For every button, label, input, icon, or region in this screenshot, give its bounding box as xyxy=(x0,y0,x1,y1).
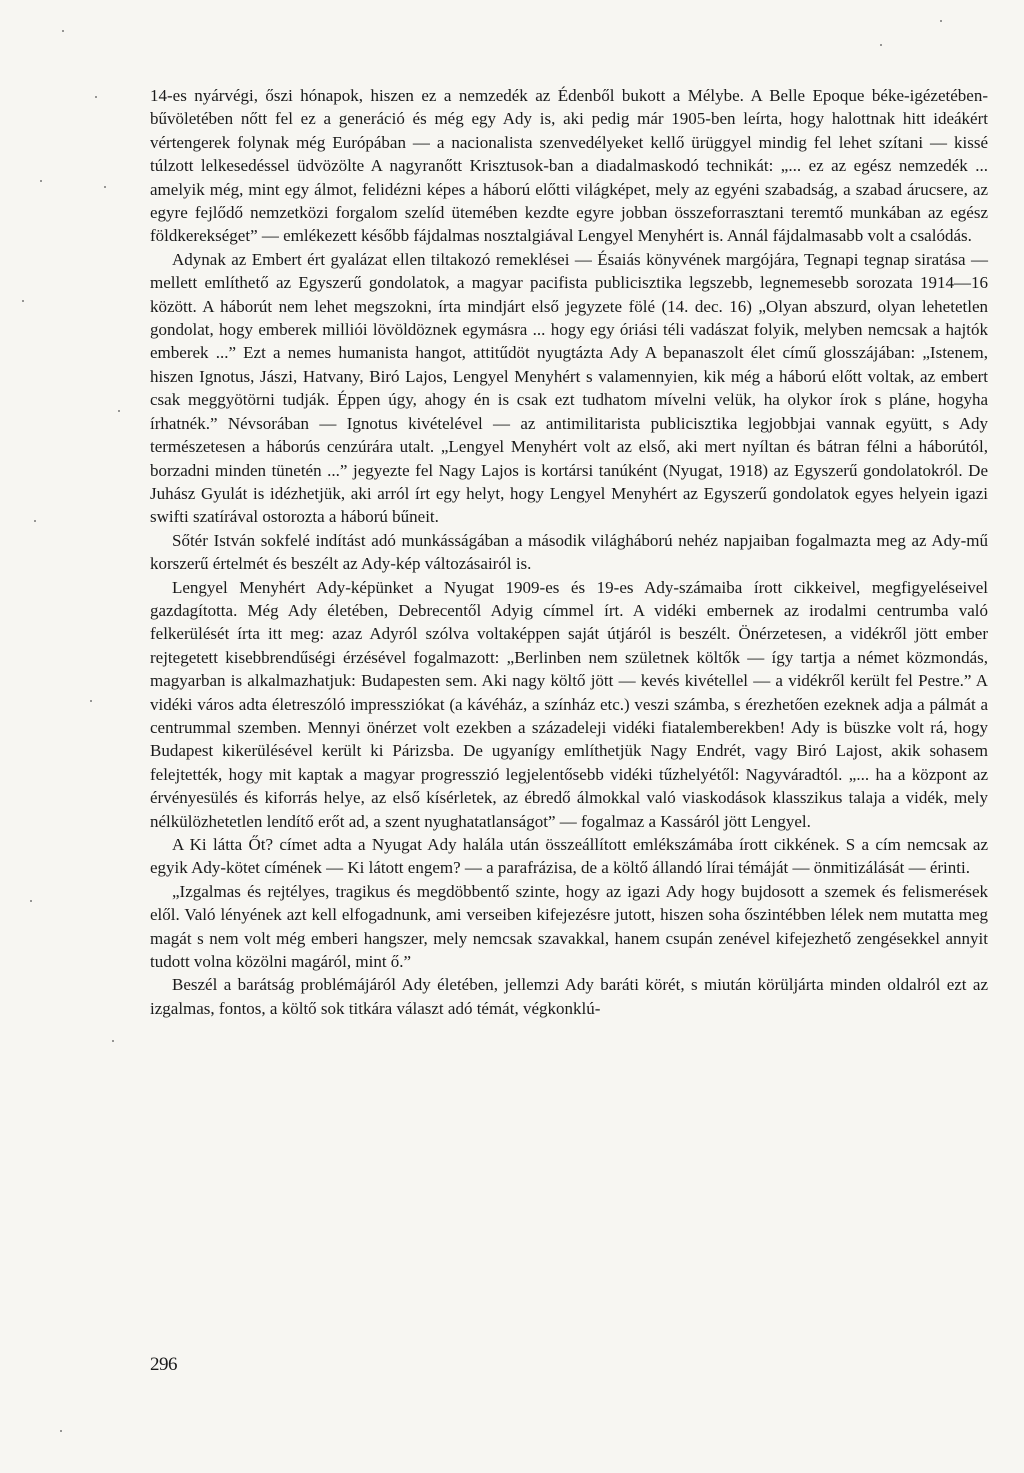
scan-speck xyxy=(60,1430,62,1432)
body-text xyxy=(150,84,988,1020)
paragraph-4: Lengyel Menyhért Ady-képünket a Nyugat 1909-es és 19-es Ady-számaiba írott cikkeivel, megfigyeléseivel gazdagította. Még Ady életében, Debrecentől Adyig címmel írt. A vidéki embernek az irodalmi centrumba való felkerülését írta itt meg: azaz Adyról szólva voltaképpen saját útjáról is beszélt. Önérzetesen, a vidékről jött ember rejtegetett kisebbrendűségi érzésével fogalmazott: „Berlinben nem születnek költők — így tartja a német közmondás, magyarban is alkalmazhatjuk: Budapesten sem. Aki nagy költő jött — kevés kivétellel — a vidékről került fel Pestre.” A vidéki város adta életreszóló impressziókat (a kávéház, a színház etc.) veszi számba, s érezhetően ezeknek adja a pálmát a centrummal szemben. Mennyi önérzet volt ezekben a századeleji vidéki fiatalemberekben! Ady is büszke volt rá, hogy Budapest kikerülésével került ki Párizsba. De ugyanígy említhetjük Nagy Endrét, vagy Biró Lajost, akik sohasem felejtették, hogy mit kaptak a magyar progresszió legjelentősebb vidéki tűzhelyétől: Nagyváradtól. „... ha a központ az érvényesülés és kiforrás helye, az első kísérletek, az ébredő álmokkal való viaskodások klasszikus talaja a vidék, mely nélkülözhetetlen lendítő erőt ad, a szent nyughatatlanságot” — fogalmaz a Kassáról jött Lengyel. xyxy=(150,577,988,831)
scan-speck xyxy=(940,20,942,22)
scan-speck xyxy=(90,700,92,702)
scan-speck xyxy=(104,186,106,188)
scan-speck xyxy=(30,900,32,902)
scan-speck xyxy=(880,44,882,46)
paragraph-6: „Izgalmas és rejtélyes, tragikus és megdöbbentő szinte, hogy az igazi Ady hogy bujdosott a szemek és felismerések elől. Való lényének azt kell elfogadnunk, ami verseiben kifejezésre jutott, hiszen soha őszintébben lélek nem mutatta meg magát s nem volt még emberi hangszer, mely nemcsak szavakkal, hanem csupán zenével kifejezhető zengésekkel annyit tudott volna közölni magáról, mint ő.” xyxy=(150,881,988,972)
paragraph-1: 14-es nyárvégi, őszi hónapok, hiszen ez a nemzedék az Édenből bukott a Mélybe. A Belle Epoque béke-igézetében-bűvöletében nőtt fel ez a generáció és még egy Ady is, aki pedig már 1905-ben leírta, hogy halottnak hitt ideákért vértengerek folynak még Európában — a nacionalista szenvedélyeket kellő ürüggyel mindig fel lehet szítani — kissé túlzott lelkesedéssel üdvözölte A nagyranőtt Krisztusok-ban a diadalmaskodó technikát: „... ez az egész nemzedék ... amelyik még, mint egy álmot, felidézni képes a háború előtti világképet, mely az egyéni szabadság, a szabad árucsere, az egyre fejlődő nemzetközi forgalom szelíd ütemében kezdte egyre jobban összeforrasztani teremtő munkában az egész földkerekséget” — emlékezett később fájdalmas nosztalgiával Lengyel Menyhért is. Annál fájdalmasabb volt a csalódás. xyxy=(150,86,988,246)
paragraph-2: Adynak az Embert ért gyalázat ellen tiltakozó remeklései — Ésaiás könyvének margójára, Tegnapi tegnap siratása — mellett említhető az Egyszerű gondolatok, a magyar pacifista publicisztika legszebb, legnemesebb sorozata 1914—16 között. A háborút nem lehet megszokni, írta mindjárt első jegyzete fölé (14. dec. 16) „Olyan abszurd, olyan lehetetlen gondolat, hogy emberek milliói lövöldöznek egymásra ... hogy egy óriási téli vadászat folyik, melyben nemcsak a hajtók emberek ...” Ezt a nemes humanista hangot, attitűdöt nyugtázta Ady A bepanaszolt élet című glosszájában: „Istenem, hiszen Ignotus, Jászi, Hatvany, Biró Lajos, Lengyel Menyhért s valamennyien, kik még a háború előtt voltak, az embert csak meggyötörni tudják. Éppen úgy, ahogy én is csak ezt tudhatom mívelni velük, ha olykor írok s pláne, hogyha írhatnék.” Névsorában — Ignotus kivételével — az antimilitarista publicisztika legjobbjai vannak együtt, s Ady természetesen a háborús cenzúrára utalt. „Lengyel Menyhért volt az első, aki mert nyíltan és bátran félni a háborútól, borzadni minden tünetén ...” jegyezte fel Nagy Lajos is kortársi tanúként (Nyugat, 1918) az Egyszerű gondolatokról. De Juhász Gyulát is idézhetjük, aki arról írt egy helyt, hogy Lengyel Menyhért az Egyszerű gondolatok egyes helyein igazi swifti szatírával ostorozta a háború bűneit. xyxy=(150,249,988,527)
paragraph-3: Sőtér István sokfelé indítást adó munkásságában a második világháború nehéz napjaiban fogalmazta meg az Ady-mű korszerű értelmét és beszélt az Ady-kép változásairól is. xyxy=(150,530,988,574)
scan-speck xyxy=(34,520,36,522)
scan-speck xyxy=(22,300,24,302)
paragraph-7: Beszél a barátság problémájáról Ady életében, jellemzi Ady baráti körét, s miután körüljárta minden oldalról ezt az izgalmas, fontos, a költő sok titkára választ adó témát, végkonklú- xyxy=(150,975,988,1018)
page-number: 296 xyxy=(150,1354,177,1375)
scan-speck xyxy=(112,1040,114,1042)
scan-speck xyxy=(118,410,120,412)
scan-speck xyxy=(62,30,64,32)
scan-speck xyxy=(40,180,42,182)
scan-speck xyxy=(95,96,97,98)
paragraph-5: A Ki látta Őt? címet adta a Nyugat Ady halála után összeállított emlékszámába írott cikkének. S a cím nemcsak az egyik Ady-kötet címének — Ki látott engem? — a parafrázisa, de a költő állandó lírai témáját — önmitizálását — érinti. xyxy=(150,835,988,878)
